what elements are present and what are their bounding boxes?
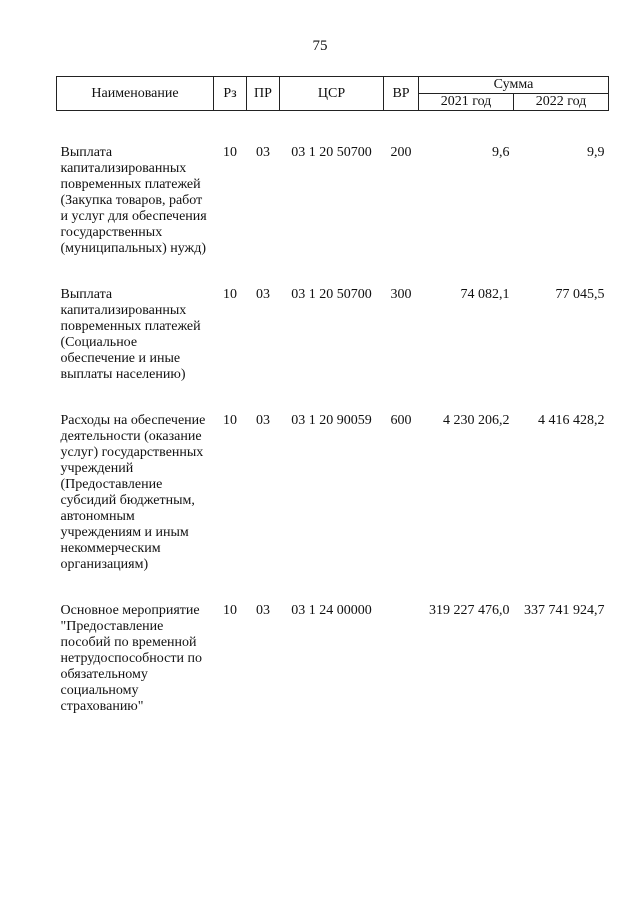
header-csr: ЦСР — [280, 77, 384, 111]
row-name: Выплата капитализированных повременных платежей (Закупка товаров, работ и услуг для обеспечения государственных (муниципальных) нужд) — [60, 145, 207, 256]
row-csr: 03 1 20 90059 — [291, 413, 372, 428]
header-sum: Сумма — [419, 77, 609, 94]
header-vr: ВР — [384, 77, 419, 111]
row-sum-2021: 9,6 — [492, 145, 510, 160]
row-rz: 10 — [223, 603, 237, 618]
row-rz: 10 — [223, 287, 237, 302]
row-sum-2021: 319 227 476,0 — [429, 603, 510, 618]
row-sum-2022: 77 045,5 — [555, 287, 605, 302]
table-row — [57, 603, 609, 715]
row-sum-2022: 4 416 428,2 — [538, 413, 605, 428]
table-header — [57, 77, 609, 111]
header-name: Наименование — [57, 77, 214, 111]
row-rz: 10 — [223, 145, 237, 160]
row-vr: 200 — [390, 145, 412, 160]
row-vr — [384, 603, 419, 715]
row-sum-2021: 4 230 206,2 — [443, 413, 510, 428]
page-number: 75 — [312, 38, 328, 54]
row-csr: 03 1 24 00000 — [291, 603, 372, 618]
row-csr: 03 1 20 50700 — [291, 287, 372, 302]
row-pr: 03 — [256, 145, 270, 160]
row-sum-2022: 337 741 924,7 — [524, 603, 605, 618]
row-name: Расходы на обеспечение деятельности (оказание услуг) государственных учреждений (Предоставление субсидий бюджетным, автономным учреждениям и иным некоммерческим организациям) — [60, 413, 206, 572]
row-vr: 300 — [390, 287, 412, 302]
row-sum-2022: 9,9 — [587, 145, 605, 160]
row-name: Выплата капитализированных повременных платежей (Социальное обеспечение и иные выплаты населению) — [60, 287, 201, 382]
header-rz: Рз — [214, 77, 247, 111]
row-sum-2021: 74 082,1 — [460, 287, 510, 302]
table-row — [57, 145, 609, 257]
row-pr: 03 — [256, 287, 270, 302]
table-row — [57, 287, 609, 383]
row-pr: 03 — [256, 603, 270, 618]
header-pr: ПР — [247, 77, 280, 111]
row-rz: 10 — [223, 413, 237, 428]
row-name: Основное мероприятие "Предоставление пособий по временной нетрудоспособности по обязательному социальному страхованию" — [60, 603, 202, 714]
row-csr: 03 1 20 50700 — [291, 145, 372, 160]
row-pr: 03 — [256, 413, 270, 428]
header-year-2022: 2022 год — [514, 94, 609, 111]
row-vr: 600 — [390, 413, 412, 428]
header-year-2021: 2021 год — [419, 94, 514, 111]
budget-table — [56, 76, 609, 715]
table-row — [57, 413, 609, 573]
